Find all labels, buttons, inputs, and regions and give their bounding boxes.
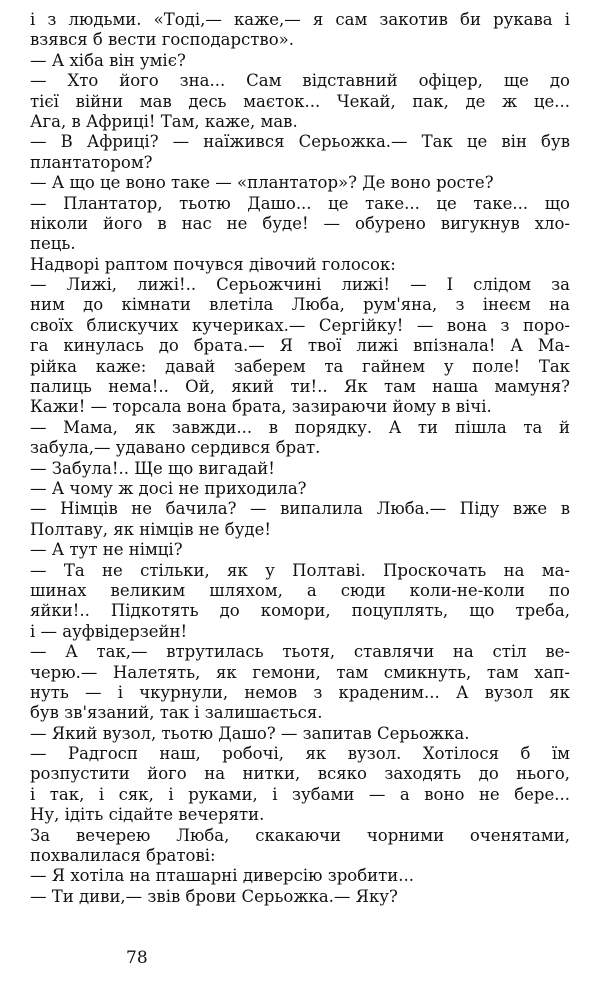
text-line: — А так,— втрутилась тьотя, ставлячи на стіл ве-: [30, 642, 570, 662]
text-line: — А що це воно таке — «плантатор»? Де воно росте?: [30, 173, 494, 193]
text-line: шинах великим шляхом, а сюди коли-не-коли по: [30, 580, 570, 600]
text-line: — Ти диви,— звів брови Серьожка.— Яку?: [30, 886, 398, 906]
text-line: Ну, ідіть сідайте вечеряти.: [30, 805, 265, 825]
text-line: похвалилася братові:: [30, 846, 216, 866]
text-line: — Забула!.. Ще що вигадай!: [30, 458, 275, 478]
text-line: — А тут не німці?: [30, 540, 183, 560]
text-line: тієї війни мав десь маєток... Чекай, пак, де ж це...: [30, 91, 570, 111]
page-text: [30, 10, 570, 907]
text-line: і з людьми. «Тоді,— каже,— я сам закотив би рукава і: [30, 10, 570, 29]
text-line: і — ауфвідерзейн!: [30, 621, 188, 641]
text-line: га кинулась до брата.— Я твої лижі впізнала! А Ма-: [30, 336, 570, 356]
text-line: пець.: [30, 234, 76, 254]
text-line: своїх блискучих кучериках.— Сергійку! — вона з поро-: [30, 315, 570, 335]
text-line: ним до кімнати влетіла Люба, рум'яна, з інеєм на: [30, 295, 570, 315]
text-line: Ага, в Африці! Там, каже, мав.: [30, 111, 298, 131]
text-line: Надворі раптом почувся дівочий голосок:: [30, 254, 396, 274]
text-line: взявся б вести господарство».: [30, 30, 294, 50]
text-line: черю.— Налетять, як гемони, там смикнуть, там хап-: [30, 662, 570, 682]
text-line: плантатором?: [30, 152, 153, 172]
text-line: За вечерею Люба, скакаючи чорними оченятами,: [30, 825, 570, 845]
text-line: — Та не стільки, як у Полтаві. Проскочать на ма-: [30, 560, 570, 580]
text-line: ніколи його в нас не буде! — обурено вигукнув хло-: [30, 213, 570, 233]
text-line: — Хто його зна... Сам відставний офіцер, ще до: [30, 71, 570, 91]
text-line: яйки!.. Підкотять до комори, поцуплять, що треба,: [30, 601, 570, 621]
text-line: палиць нема!.. Ой, який ти!.. Як там наша мамуня?: [30, 377, 570, 397]
text-line: Кажи! — торсала вона брата, зазираючи йому в вічі.: [30, 397, 492, 417]
text-line: рійка каже: давай заберем та гайнем у поле! Так: [30, 356, 570, 376]
text-line: — Плантатор, тьотю Дашо... це таке... це таке... що: [30, 193, 570, 213]
text-line: Полтаву, як німців не буде!: [30, 519, 271, 539]
page-number: 78: [126, 948, 148, 968]
text-line: і так, і сяк, і руками, і зубами — а воно не бере...: [30, 784, 570, 804]
text-line: — А чому ж досі не приходила?: [30, 478, 307, 498]
text-line: — Лижі, лижі!.. Серьожчині лижі! — І слідом за: [30, 275, 570, 295]
text-line: розпустити його на нитки, всяко заходять до нього,: [30, 764, 570, 784]
text-line: — В Африці? — наїжився Серьожка.— Так це він був: [30, 132, 570, 152]
text-line: був зв'язаний, так і залишається.: [30, 703, 323, 723]
text-line: — Німців не бачила? — випалила Люба.— Піду вже в: [30, 499, 570, 519]
text-line: нуть — і чкурнули, немов з краденим... А вузол як: [30, 682, 570, 702]
text-line: — Радгосп наш, робочі, як вузол. Хотілося б їм: [30, 744, 570, 764]
text-line: — Який вузол, тьотю Дашо? — запитав Серьожка.: [30, 723, 470, 743]
text-line: — А хіба він уміє?: [30, 50, 186, 70]
text-line: забула,— удавано сердився брат.: [30, 438, 321, 458]
text-line: — Я хотіла на пташарні диверсію зробити...: [30, 866, 415, 886]
text-line: — Мама, як завжди... в порядку. А ти пішла та й: [30, 417, 570, 437]
